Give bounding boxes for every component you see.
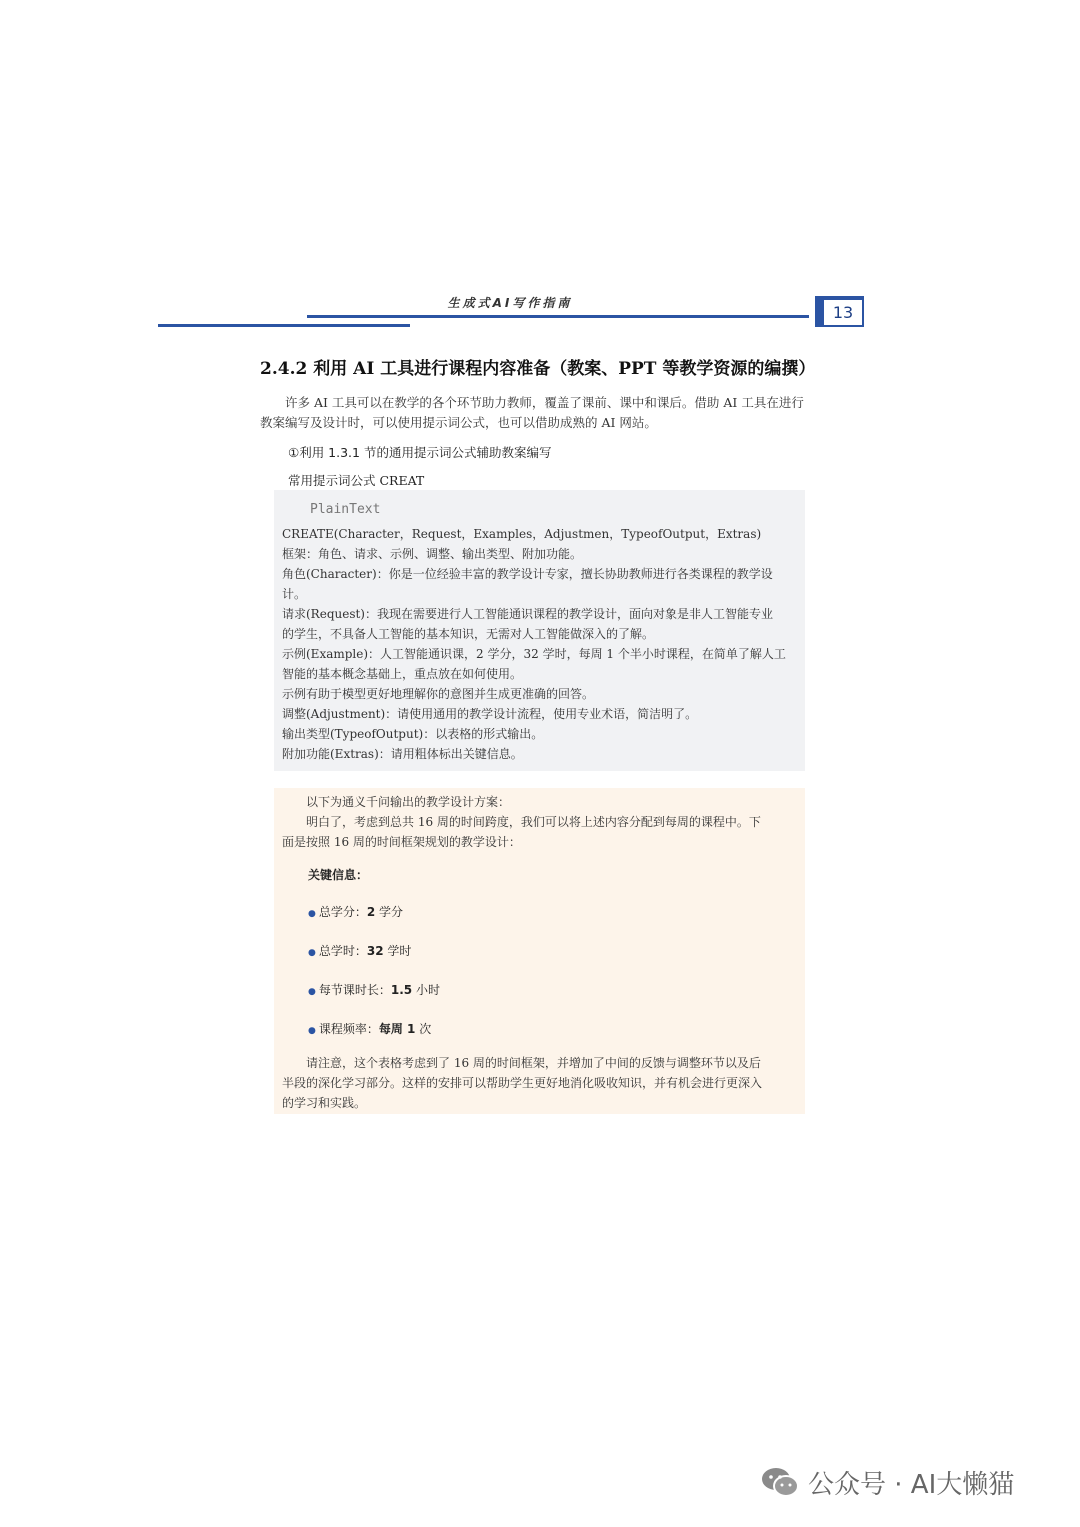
key-item [282, 980, 797, 1002]
key-item-value: 2 [366, 905, 376, 919]
bullet-icon: ● [308, 948, 316, 958]
code-line: CREATE(Character，Request，Examples，Adjustmen，TypeofOutput，Extras) [282, 527, 762, 541]
code-line: 输出类型(TypeofOutput)：以表格的形式输出。 [282, 727, 544, 741]
formula-label: 常用提示词公式 CREAT [288, 473, 425, 488]
wechat-icon [760, 1465, 800, 1499]
code-line: 框架：角色、请求、示例、调整、输出类型、附加功能。 [282, 547, 583, 561]
key-item-label: 课程频率： [318, 1022, 379, 1036]
intro-line-2: 教案编写及设计时，可以使用提示词公式，也可以借助成熟的 AI 网站。 [260, 415, 657, 430]
code-block [274, 490, 805, 771]
key-item-unit: 小时 [412, 983, 440, 997]
sub-heading: ①利用 1.3.1 节的通用提示词公式辅助教案编写 [288, 445, 552, 460]
header-rule-lower [158, 324, 410, 327]
reply-note-line: 的学习和实践。 [282, 1096, 367, 1110]
key-item-label: 每节课时长： [318, 983, 391, 997]
key-item [282, 902, 797, 924]
key-info-title: 关键信息： [308, 868, 369, 882]
code-line: 附加功能(Extras)：请用粗体标出关键信息。 [282, 747, 523, 761]
watermark-text: 公众号 · AI大懒猫 [808, 1469, 1015, 1500]
code-line: 示例有助于模型更好地理解你的意图并生成更准确的回答。 [282, 687, 595, 701]
key-item-unit: 次 [415, 1022, 432, 1036]
key-item-value: 1.5 [390, 983, 413, 997]
intro-line-1: 许多 AI 工具可以在教学的各个环节助力教师，覆盖了课前、课中和课后。借助 AI 工具在进行 [285, 395, 804, 410]
watermark [760, 1462, 1014, 1502]
bullet-icon: ● [308, 1026, 316, 1036]
section-heading: 2.4.2 利用 AI 工具进行课程内容准备（教案、PPT 等教学资源的编撰） [260, 359, 816, 379]
header-rule [307, 315, 809, 318]
code-line: 示例(Example)：人工智能通识课，2 学分，32 学时，每周 1 个半小时课程，在简单了解人工 [282, 647, 786, 661]
key-item-value: 32 [366, 944, 384, 958]
page-number: 13 [823, 299, 863, 326]
key-item-label: 总学分： [318, 905, 367, 919]
code-line: 角色(Character)：你是一位经验丰富的教学设计专家，擅长协助教师进行各类课程的教学设 [282, 567, 773, 581]
code-language-label: PlainText [310, 502, 381, 517]
reply-note-line: 请注意，这个表格考虑到了 16 周的时间框架，并增加了中间的反馈与调整环节以及后 [306, 1056, 761, 1070]
key-item [282, 941, 797, 963]
key-item-label: 总学时： [318, 944, 367, 958]
code-line: 智能的基本概念基础上，重点放在如何使用。 [282, 667, 523, 681]
code-line: 请求(Request)：我现在需要进行人工智能通识课程的教学设计，面向对象是非人工智能专业 [282, 607, 773, 621]
code-line: 的学生，不具备人工智能的基本知识，无需对人工智能做深入的了解。 [282, 627, 655, 641]
bullet-icon: ● [308, 987, 316, 997]
code-line: 计。 [282, 587, 307, 601]
reply-note-line: 半段的深化学习部分。这样的安排可以帮助学生更好地消化吸收知识，并有机会进行更深入 [282, 1076, 763, 1090]
key-item-unit: 学分 [375, 905, 404, 919]
bullet-icon: ● [308, 909, 316, 919]
key-item-value: 每周 1 [378, 1022, 416, 1036]
key-item [282, 1019, 797, 1041]
running-header-title: 生成式AI写作指南 [447, 296, 573, 310]
key-item-unit: 学时 [383, 944, 412, 958]
ai-reply-block [274, 788, 805, 1114]
reply-intro: 以下为通义千问输出的教学设计方案： [306, 795, 511, 809]
code-line: 调整(Adjustment)：请使用通用的教学设计流程，使用专业术语，简洁明了。 [282, 707, 698, 721]
reply-paragraph-line: 明白了，考虑到总共 16 周的时间跨度，我们可以将上述内容分配到每周的课程中。下 [306, 815, 761, 829]
reply-paragraph-line: 面是按照 16 周的时间框架规划的教学设计： [282, 835, 521, 849]
